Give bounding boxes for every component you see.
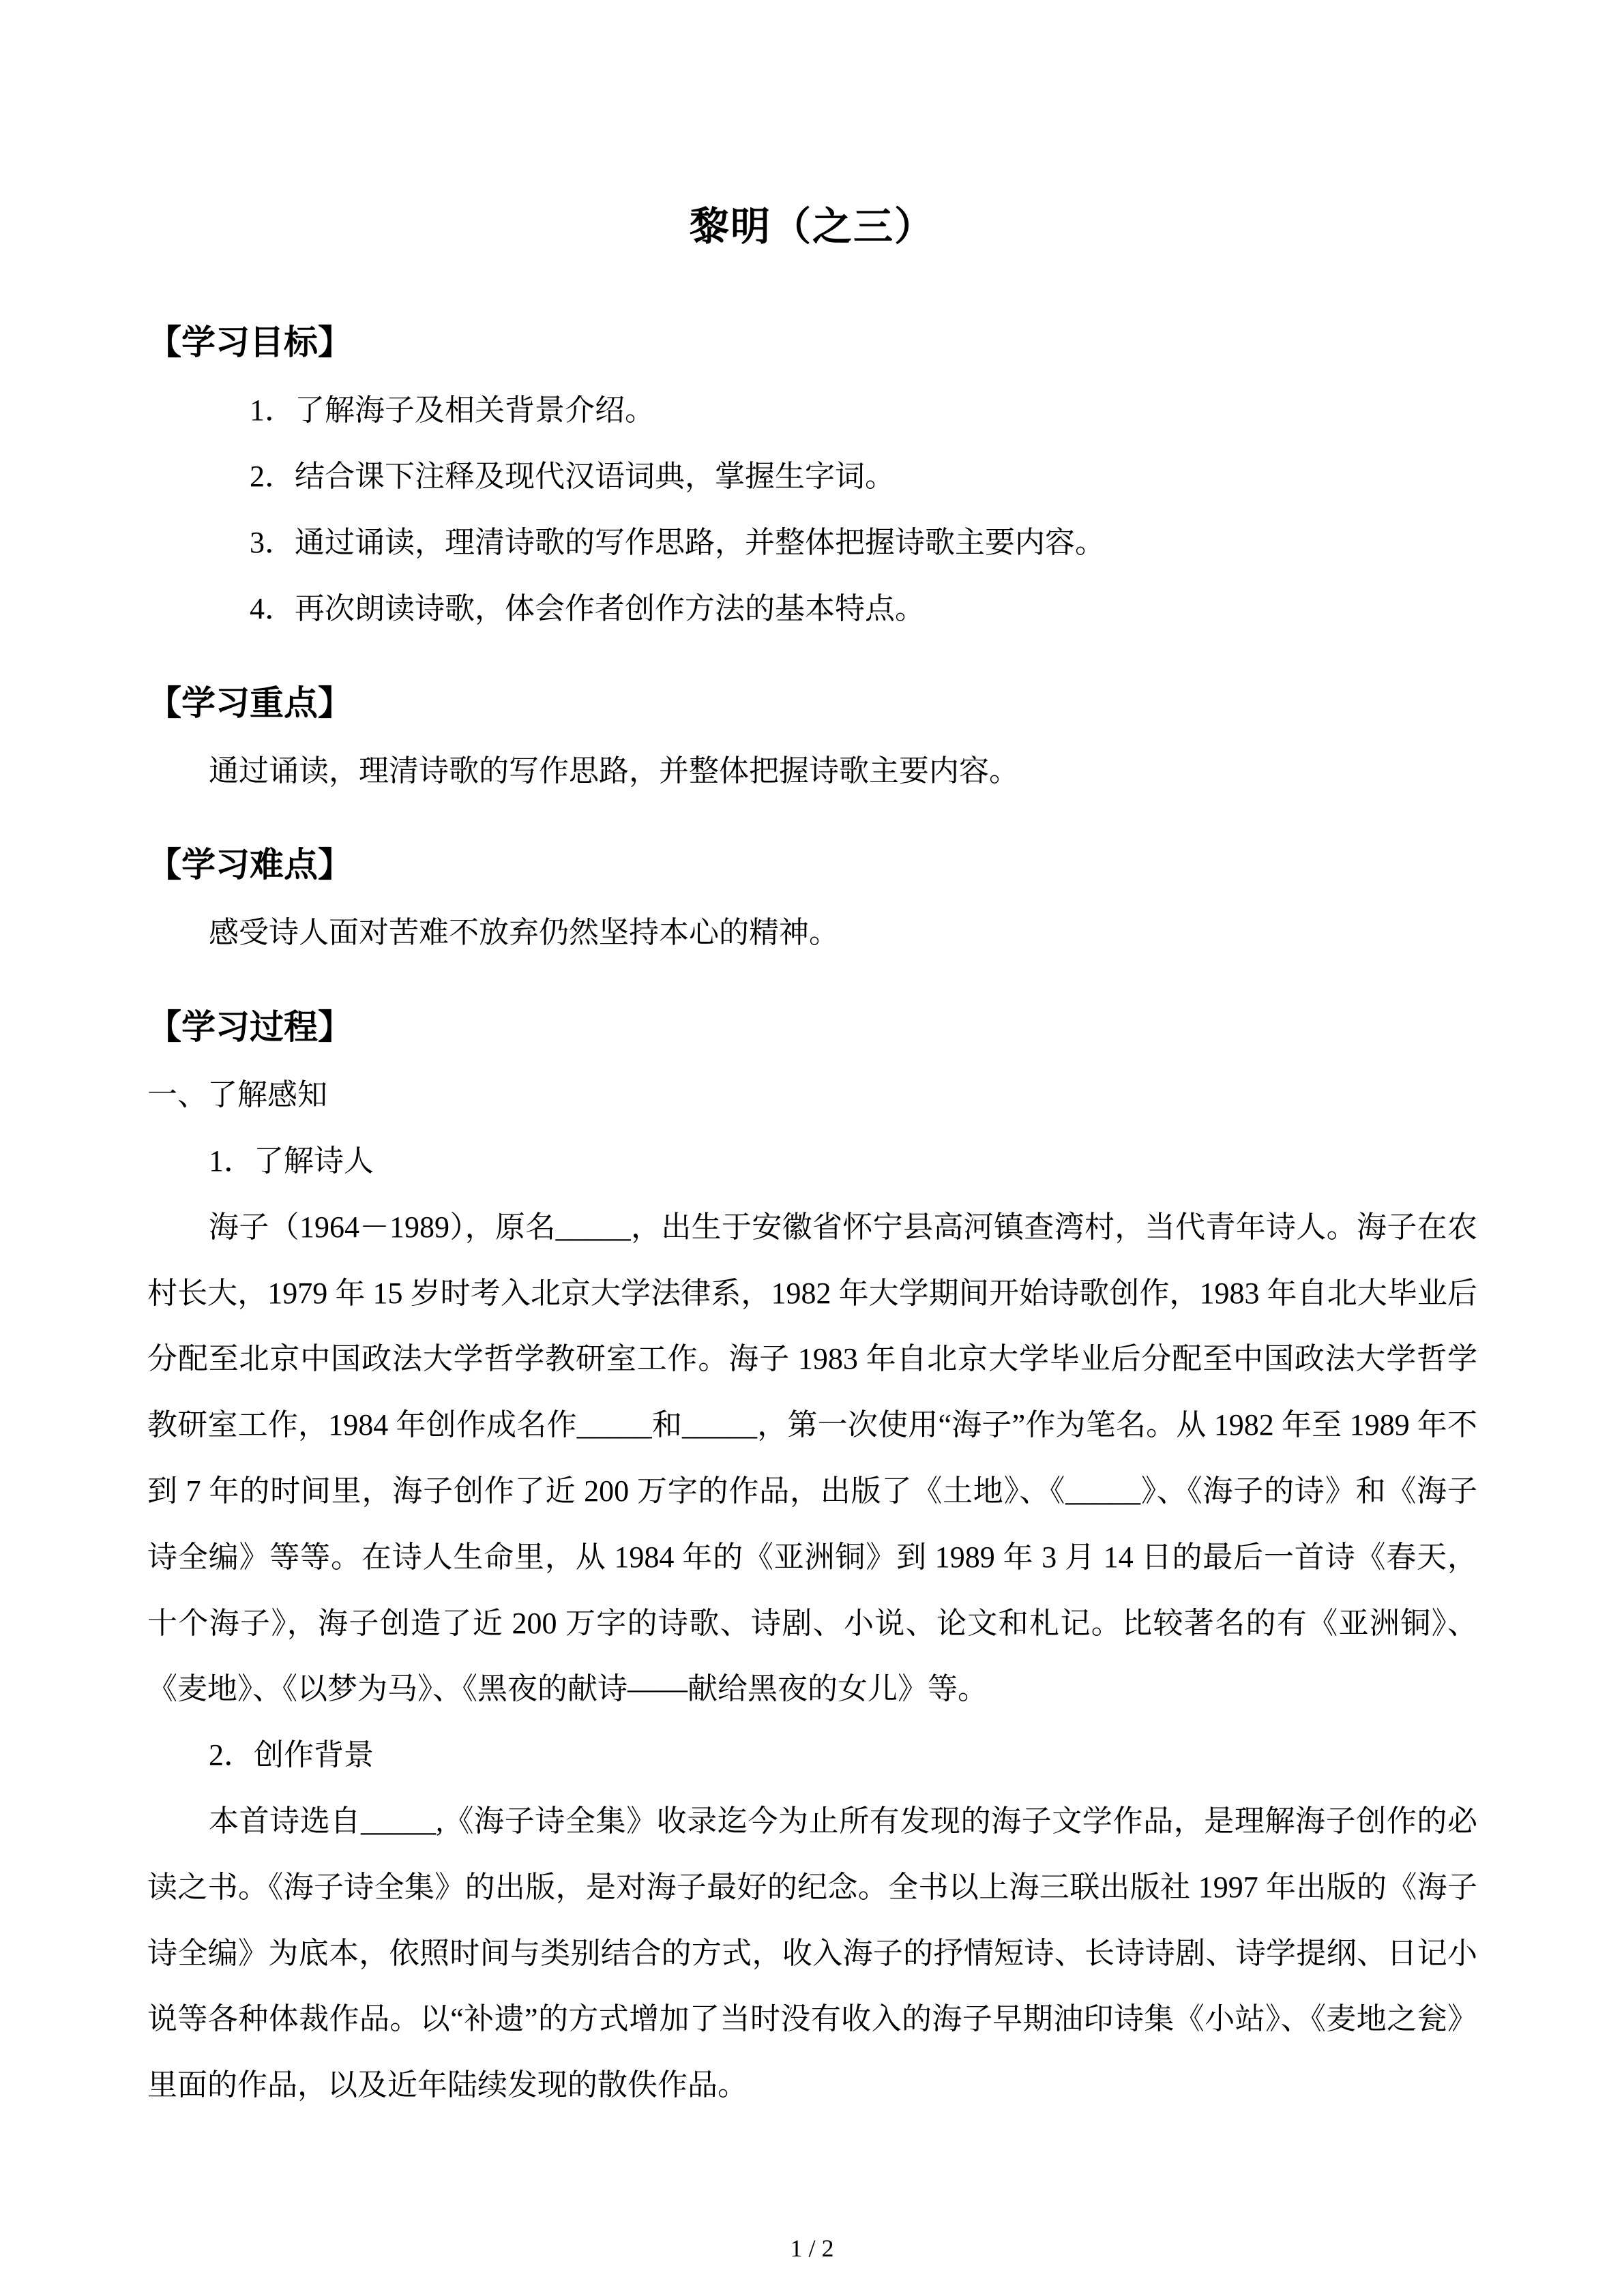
- objective-item-1: 1．了解海子及相关背景介绍。: [250, 393, 655, 428]
- section-heading-process: 【学习过程】: [147, 1008, 352, 1047]
- section-heading-difficulty: 【学习难点】: [147, 846, 352, 884]
- key-point-text: 通过诵读，理清诗歌的写作思路，并整体把握诗歌主要内容。: [209, 754, 1019, 788]
- objective-item-3: 3．通过诵读，理清诗歌的写作思路，并整体把握诗歌主要内容。: [250, 525, 1105, 559]
- difficulty-text: 感受诗人面对苦难不放弃仍然坚持本心的精神。: [209, 916, 839, 950]
- subsection-heading-poet: 1．了解诗人: [209, 1144, 374, 1178]
- document-title: 黎明（之三）: [689, 205, 935, 249]
- part-one-heading: 一、了解感知: [147, 1078, 327, 1112]
- page-number: 1 / 2: [790, 2234, 834, 2262]
- objective-item-4: 4．再次朗读诗歌，体会作者创作方法的基本特点。: [250, 591, 925, 625]
- subsection-heading-background: 2．创作背景: [209, 1738, 374, 1772]
- background-paragraph: 本首诗选自_____,《海子诗全集》收录迄今为止所有发现的海子文学作品，是理解海子创作的必读之书。《海子诗全集》的出版，是对海子最好的纪念。全书以上海三联出版社 1997 年出版的《海子诗全编》为底本，依照时间与类别结合的方式，收入海子的抒情短诗、长诗诗剧、诗学提纲、日记小说等各种体裁作品。以“补遗”的方式增加了当时没有收入的海子早期油印诗集《小站》、《麦地之瓮》里面的作品，以及近年陆续发现的散佚作品。: [147, 1804, 1477, 2102]
- section-heading-key-point: 【学习重点】: [147, 683, 352, 722]
- section-heading-objectives: 【学习目标】: [147, 323, 352, 362]
- poet-intro-paragraph: 海子（1964－1989），原名_____，出生于安徽省怀宁县高河镇查湾村，当代青年诗人。海子在农村长大，1979 年 15 岁时考入北京大学法律系，1982 年大学期间开始诗歌创作，1983 年自北大毕业后分配至北京中国政法大学哲学教研室工作。海子 1983 年自北京大学毕业后分配至中国政法大学哲学教研室工作，1984 年创作成名作_____和_____，第一次使用“海子”作为笔名。从 1982 年至 1989 年不到 7 年的时间里，海子创作了近 200 万字的作品，出版了《土地》、《_____》、《海子的诗》和《海子诗全编》等等。在诗人生命里，从 1984 年的《亚洲铜》到 1989 年 3 月 14 日的最后一首诗《春天，十个海子》，海子创造了近 200 万字的诗歌、诗剧、小说、论文和札记。比较著名的有《亚洲铜》、《麦地》、《以梦为马》、《黑夜的献诗——献给黑夜的女儿》等。: [147, 1210, 1477, 1706]
- objective-item-2: 2．结合课下注释及现代汉语词典，掌握生字词。: [250, 460, 895, 494]
